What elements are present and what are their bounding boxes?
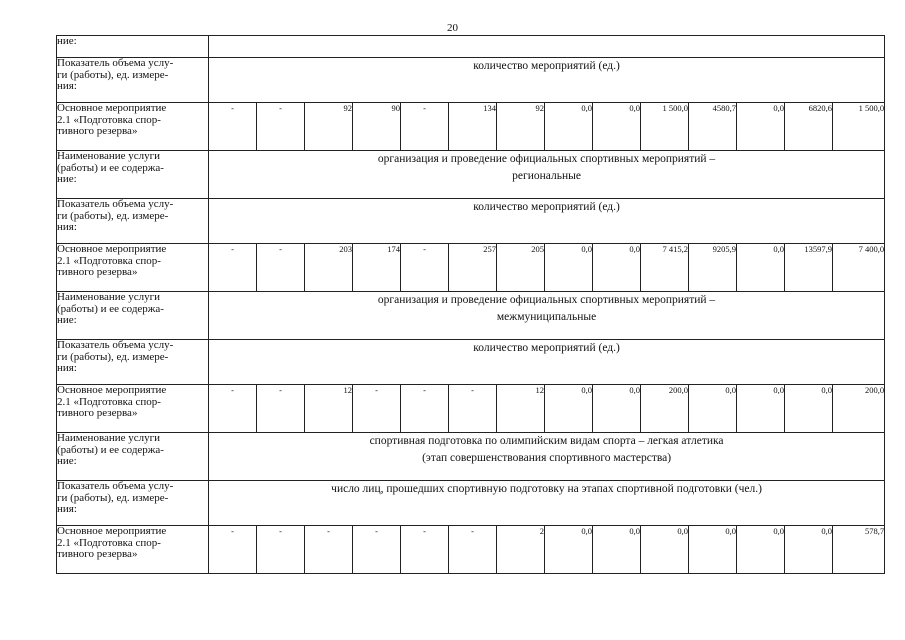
table-cell-value: - [401, 244, 449, 292]
table-cell-value: 92 [497, 103, 545, 151]
table-cell-value: 0,0 [785, 385, 833, 433]
table-cell-value: - [257, 526, 305, 574]
table-row-section [57, 199, 885, 244]
table-cell-value: 200,0 [641, 385, 689, 433]
table-cell-value: - [209, 526, 257, 574]
row-label: Основное мероприятие 2.1 «Подготовка спор- тивного резерва» [57, 244, 209, 292]
table-row-section [57, 36, 885, 58]
table-cell-value: 0,0 [737, 103, 785, 151]
table-cell-value: 1 500,0 [641, 103, 689, 151]
table-cell-value: - [257, 385, 305, 433]
table-cell-value: - [353, 385, 401, 433]
row-label: Наименование услуги (работы) и ее содержа- ние: [57, 151, 209, 199]
table-cell-value: 174 [353, 244, 401, 292]
table-cell-value: 0,0 [593, 103, 641, 151]
table-cell-value: - [401, 526, 449, 574]
row-content: организация и проведение официальных спортивных мероприятий – региональные [209, 151, 885, 199]
table-cell-value: 200,0 [833, 385, 885, 433]
row-label: Основное мероприятие 2.1 «Подготовка спор- тивного резерва» [57, 526, 209, 574]
table-cell-value: - [449, 526, 497, 574]
table-cell-value: 0,0 [545, 103, 593, 151]
table-cell-value: 9205,9 [689, 244, 737, 292]
table-cell-value: - [209, 244, 257, 292]
row-content: организация и проведение официальных спортивных мероприятий – межмуниципальные [209, 292, 885, 340]
table-cell-value: 0,0 [785, 526, 833, 574]
table-cell-value: 0,0 [689, 385, 737, 433]
table-cell-value: 0,0 [641, 526, 689, 574]
table-row-data [57, 526, 885, 574]
row-content [209, 36, 885, 58]
table-cell-value: 0,0 [545, 526, 593, 574]
table-cell-value: 0,0 [593, 385, 641, 433]
row-label: Показатель объема услу- ги (работы), ед. измере- ния: [57, 199, 209, 244]
table-cell-value: - [353, 526, 401, 574]
table-cell-value: 205 [497, 244, 545, 292]
table-cell-value: 4580,7 [689, 103, 737, 151]
table-cell-value: - [209, 103, 257, 151]
row-label: ние: [57, 36, 209, 58]
table-cell-value: 134 [449, 103, 497, 151]
table-cell-value: 0,0 [737, 244, 785, 292]
table-cell-value: 12 [305, 385, 353, 433]
table-cell-value: 6820,6 [785, 103, 833, 151]
row-content: число лиц, прошедших спортивную подготовку на этапах спортивной подготовки (чел.) [209, 481, 885, 526]
table-cell-value: - [209, 385, 257, 433]
row-label: Показатель объема услу- ги (работы), ед. измере- ния: [57, 481, 209, 526]
row-label: Показатель объема услу- ги (работы), ед. измере- ния: [57, 58, 209, 103]
table-row-section [57, 340, 885, 385]
table-cell-value: 7 400,0 [833, 244, 885, 292]
row-label: Основное мероприятие 2.1 «Подготовка спор- тивного резерва» [57, 385, 209, 433]
table-cell-value: 0,0 [737, 385, 785, 433]
table-cell-value: 0,0 [689, 526, 737, 574]
row-content: количество мероприятий (ед.) [209, 58, 885, 103]
table-cell-value: 0,0 [593, 526, 641, 574]
row-content: спортивная подготовка по олимпийским видам спорта – легкая атлетика (этап совершенствования спортивного мастерства) [209, 433, 885, 481]
table-cell-value: - [401, 103, 449, 151]
row-label: Показатель объема услу- ги (работы), ед. измере- ния: [57, 340, 209, 385]
table-cell-value: 0,0 [545, 385, 593, 433]
table-row-section [57, 433, 885, 481]
table-cell-value: 7 415,2 [641, 244, 689, 292]
page-number: 20 [447, 22, 458, 34]
table-cell-value: - [401, 385, 449, 433]
table-cell-value: 90 [353, 103, 401, 151]
table-cell-value: 0,0 [593, 244, 641, 292]
table-cell-value: 1 500,0 [833, 103, 885, 151]
row-content: количество мероприятий (ед.) [209, 199, 885, 244]
table-cell-value: - [257, 244, 305, 292]
table-cell-value: 2 [497, 526, 545, 574]
table-cell-value: - [305, 526, 353, 574]
table-row-section [57, 58, 885, 103]
table-cell-value: 13597,9 [785, 244, 833, 292]
table-row-section [57, 481, 885, 526]
row-content: количество мероприятий (ед.) [209, 340, 885, 385]
table-row-data [57, 244, 885, 292]
table-cell-value: - [449, 385, 497, 433]
table-cell-value: - [257, 103, 305, 151]
table-body [57, 36, 885, 574]
row-label: Наименование услуги (работы) и ее содержа- ние: [57, 433, 209, 481]
table-cell-value: 578,7 [833, 526, 885, 574]
document-table [56, 35, 885, 574]
table-cell-value: 12 [497, 385, 545, 433]
table-cell-value: 92 [305, 103, 353, 151]
table-row-data [57, 385, 885, 433]
table-cell-value: 0,0 [737, 526, 785, 574]
table-cell-value: 257 [449, 244, 497, 292]
table-cell-value: 203 [305, 244, 353, 292]
table-row-data [57, 103, 885, 151]
table-row-section [57, 292, 885, 340]
row-label: Основное мероприятие 2.1 «Подготовка спор- тивного резерва» [57, 103, 209, 151]
row-label: Наименование услуги (работы) и ее содержа- ние: [57, 292, 209, 340]
table-row-section [57, 151, 885, 199]
table-cell-value: 0,0 [545, 244, 593, 292]
